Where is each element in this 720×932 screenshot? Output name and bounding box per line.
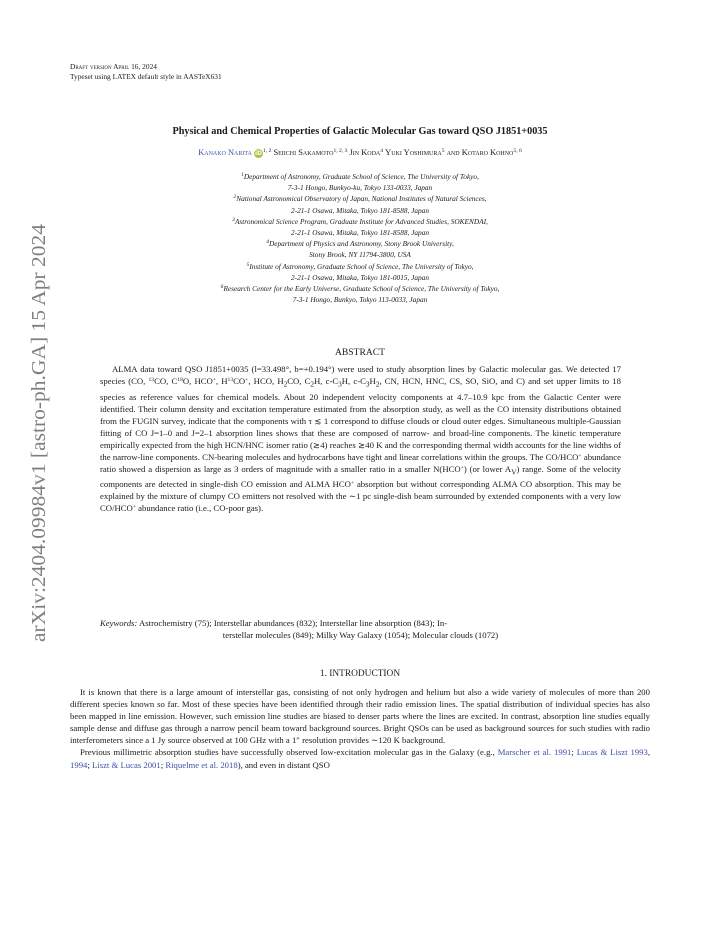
author-name: Yuki Yoshimura xyxy=(385,148,442,157)
abstract-heading: ABSTRACT xyxy=(334,347,386,358)
author-name: Kotaro Kohno xyxy=(461,148,514,157)
citation-link[interactable]: 1994 xyxy=(70,759,88,770)
affiliation-line: 7-3-1 Hongo, Bunkyo, Tokyo 113-0033, Japan xyxy=(292,295,428,305)
affiliation-list xyxy=(70,171,650,305)
orcid-icon[interactable]: iD xyxy=(254,150,263,157)
intro-paragraph: It is known that there is a large amount of interstellar gas, consisting of not only hydrogen and helium but also a wide variety of molecules of more than 200 different species known so far. Most of these species have been identified through their radio emission lines. The spatial distribution of individual species has also been mapped in line emission. However, such emission line studies are biased to denser parts where the lines are excited. In contrast, absorption line studies equally sample dense and diffuse gas through a narrow pencil beam toward background sources. Bright QSOs can be used as background sources for such studies with radio interferometers since a 1 Jy source observed at 100 GHz with a 1″ resolution provides ∼120 K background. xyxy=(70,687,650,746)
draft-version: Draft version April 16, 2024 xyxy=(70,62,157,71)
affiliation-line: 2-21-1 Osawa, Mitaka, Tokyo 181-8588, Japan xyxy=(291,228,429,238)
affiliation-line: $^4$Department of Physics and Astronomy, Stony Brook University, xyxy=(266,239,454,249)
abstract-body: ALMA data toward QSO J1851+0035 (l=33.498°, b=+0.194°) were used to study absorption lines by Galactic molecular gas. We detected 17 species (CO, $^{13}$CO, $C^{18}O$, HCO+, $H^{13}CO^+$, HCO, $H_2CO$, $C_2H$, $c-C_3H$, $c-C_3H_2$, CN, HCN, HNC, CS, SO, SiO, and C) and set upper limits to 18 species as reference values for chemical models. About 20 independent velocity components at 4.7–10.9 kpc from the Galactic Center were identified. Their column density and excitation temperature estimated from the absorption study, as well as the CO intensity distributions obtained from the FUGIN survey, indicate that the components with τ ≲ 1 correspond to diffuse clouds or cloud outer edges. Simultaneous multiple-Gaussian fitting of CO J=1–0 and J=2–1 absorption lines shows that these are composed of narrow- and broad-line components. The kinetic temperature empirically expected from the high HCN/HNC isomer ratio (≳4) reaches ≳40 K and the corresponding thermal width accounts for the line widths of the narrow-line components. CN-bearing molecules and hydrocarbons have tight and linear correlations within the groups. The CO/HCO+ abundance ratio showed a dispersion as large as 3 orders of magnitude with a smaller ratio in a smaller N(HCO+) (or lower $A_V$) range. Some of the velocity components are detected in single-dish CO emission and ALMA HCO+ absorption but without corresponding ALMA CO absorption. This may be explained by the mixture of clumpy CO emitters not resolved with the ∼1 pc single-dish beam surrounded by extended components with a very low CO/HCO+ abundance ratio (i.e., CO-poor gas). xyxy=(100,364,622,514)
running-header xyxy=(70,62,222,81)
section-heading: 1. INTRODUCTION xyxy=(319,669,401,679)
author-affil-sup: 1, 2, 3 xyxy=(333,148,348,154)
affiliation-line: $^1$Department of Astronomy, Graduate School of Science, The University of Tokyo, xyxy=(241,172,479,181)
keywords-label: Keywords: xyxy=(100,618,138,628)
citation-link[interactable]: Marscher et al. 1991 xyxy=(497,747,572,758)
intro-paragraph: Previous millimetric absorption studies have successfully observed low-excitation molecular gas in the Galaxy (e.g., Marscher et al. 1991; Lucas & Liszt 1993, 1994; Liszt & Lucas 2001; Riquelme et al. 2018), and even in distant QSO xyxy=(70,747,650,770)
author-and: and xyxy=(446,148,460,157)
affiliation-line: Stony Brook, NY 11794-3800, USA xyxy=(309,250,411,260)
author-name[interactable]: Kanako Narita xyxy=(198,148,252,157)
arxiv-stamp-text: arXiv:2404.09984v1 [astro-ph.GA] 15 Apr 2024 xyxy=(29,262,50,642)
keywords xyxy=(100,617,621,641)
affiliation-line: $^5$Institute of Astronomy, Graduate School of Science, The University of Tokyo, xyxy=(246,261,474,271)
author-affil-sup: 4 xyxy=(380,148,384,154)
author-list xyxy=(70,148,650,158)
intro-body xyxy=(70,686,650,771)
paper-title: Physical and Chemical Properties of Galactic Molecular Gas toward QSO J1851+0035 xyxy=(172,126,548,137)
typeset-note: Typeset using LATEX default style in AASTeX631 xyxy=(70,71,222,81)
affiliation-line: 7-3-1 Hongo, Bunkyo-ku, Tokyo 133-0033, Japan xyxy=(287,183,433,193)
affiliation-line: 2-21-1 Osawa, Mitaka, Tokyo 181-0015, Japan xyxy=(291,272,429,282)
keywords-text-cont: terstellar molecules (849); Milky Way Galaxy (1054); Molecular clouds (1072) xyxy=(222,630,499,640)
author-affil-sup: 1, 2 xyxy=(263,148,272,154)
author-name: Seiichi Sakamoto xyxy=(273,148,334,157)
citation-link[interactable]: Riquelme et al. 2018 xyxy=(165,759,238,770)
affiliation-line: 2-21-1 Osawa, Mitaka, Tokyo 181-8588, Japan xyxy=(291,205,429,215)
author-affil-sup: 5, 6 xyxy=(513,148,522,154)
affiliation-line: $^2$National Astronomical Observatory of Japan, National Institutes of Natural Sciences, xyxy=(233,194,487,204)
keywords-text: Astrochemistry (75); Interstellar abundances (832); Interstellar line absorption (843); In- xyxy=(139,618,448,628)
author-name: Jin Koda xyxy=(349,148,381,157)
affiliation-line: $^3$Astronomical Science Program, Graduate Institute for Advanced Studies, SOKENDAI, xyxy=(232,216,488,226)
citation-link[interactable]: Lucas & Liszt 1993 xyxy=(576,747,648,758)
author-affil-sup: 5 xyxy=(441,148,445,154)
affiliation-line: $^6$Research Center for the Early Universe, Graduate School of Science, The University of Tokyo, xyxy=(220,284,500,294)
citation-link[interactable]: Liszt & Lucas 2001 xyxy=(91,759,161,770)
arxiv-stamp xyxy=(18,222,56,642)
